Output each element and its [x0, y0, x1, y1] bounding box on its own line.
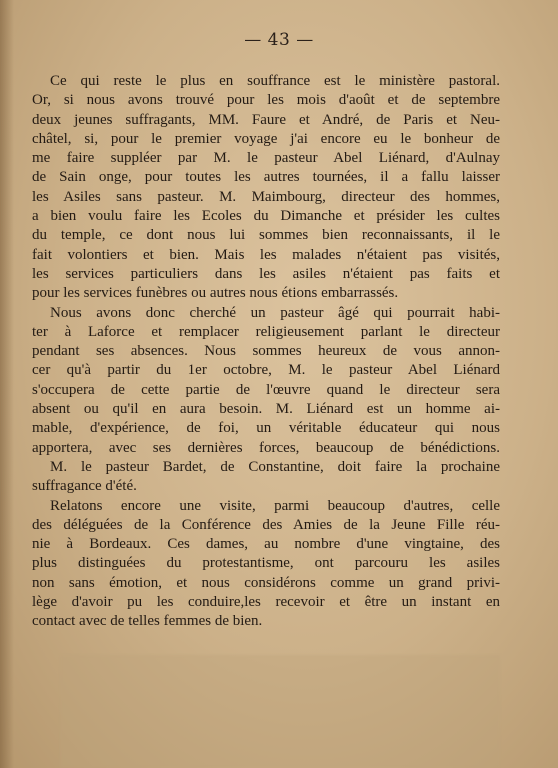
text-line: ter à Laforce et remplacer religieusement parlant le directeur	[32, 323, 500, 340]
text-line: Nous avons donc cherché un pasteur âgé qui pourrait habi-	[50, 304, 500, 321]
text-line: des déléguées de la Conférence des Amies de la Jeune Fille réu-	[32, 516, 500, 533]
text-line: fait volontiers et bien. Mais les malades n'étaient pas visités,	[32, 246, 500, 263]
text-line: suffragance d'été.	[32, 478, 137, 495]
page-number: — 43 —	[244, 30, 314, 50]
text-line: châtel, si, pour le premier voyage j'ai encore eu le bonheur de	[32, 130, 500, 147]
text-line: deux jeunes suffragants, MM. Faure et André, de Paris et Neu-	[32, 111, 500, 128]
text-line: Or, si nous avons trouvé pour les mois d'août et de septembre	[32, 92, 500, 109]
text-line: de Sain onge, pour toutes les autres tournées, il a fallu laisser	[32, 169, 500, 186]
text-line: les services particuliers dans les asiles n'étaient pas faits et	[32, 265, 500, 282]
text-line: s'occupera de cette partie de l'œuvre quand le directeur sera	[32, 381, 500, 398]
body-text	[32, 72, 500, 632]
text-line: contact avec de telles femmes de bien.	[32, 613, 263, 630]
page-edge-shadow	[0, 0, 14, 768]
text-line: Ce qui reste le plus en souffrance est le ministère pastoral.	[50, 73, 500, 89]
text-line: a bien voulu faire les Ecoles du Dimanche et présider les cultes	[32, 208, 500, 225]
text-line: du temple, ce dont nous lui sommes bien reconnaissants, il le	[32, 227, 500, 244]
text-line: me faire suppléer par M. le pasteur Abel Liénard, d'Aulnay	[32, 150, 500, 167]
text-line: lège d'avoir pu les conduire,les recevoir et être un instant en	[32, 594, 500, 611]
text-line: plus distinguées du protestantisme, ont parcouru les asiles	[32, 555, 500, 572]
paper-stain	[60, 655, 500, 768]
text-line: Relatons encore une visite, parmi beaucoup d'autres, celle	[50, 497, 500, 514]
text-line: non sans émotion, et nous considérons comme un grand privi-	[32, 574, 500, 591]
text-line: absent ou qu'il en aura besoin. M. Liénard est un homme ai-	[32, 401, 500, 418]
text-line: pour les services funèbres ou autres nous étions embarrassés.	[32, 285, 399, 302]
text-line: les Asiles sans pasteur. M. Maimbourg, directeur des hommes,	[32, 188, 500, 205]
text-line: cer qu'à partir du 1er octobre, M. le pasteur Abel Liénard	[32, 362, 500, 379]
text-line: mable, d'expérience, de foi, un véritable éducateur qui nous	[32, 420, 500, 437]
text-line: apportera, avec ses dernières forces, beaucoup de bénédictions.	[32, 439, 500, 456]
text-line: pendant ses absences. Nous sommes heureux de vous annon-	[32, 343, 500, 360]
text-line: nie à Bordeaux. Ces dames, au nombre d'une vingtaine, des	[32, 536, 500, 553]
text-line: M. le pasteur Bardet, de Constantine, doit faire la prochaine	[50, 458, 500, 475]
